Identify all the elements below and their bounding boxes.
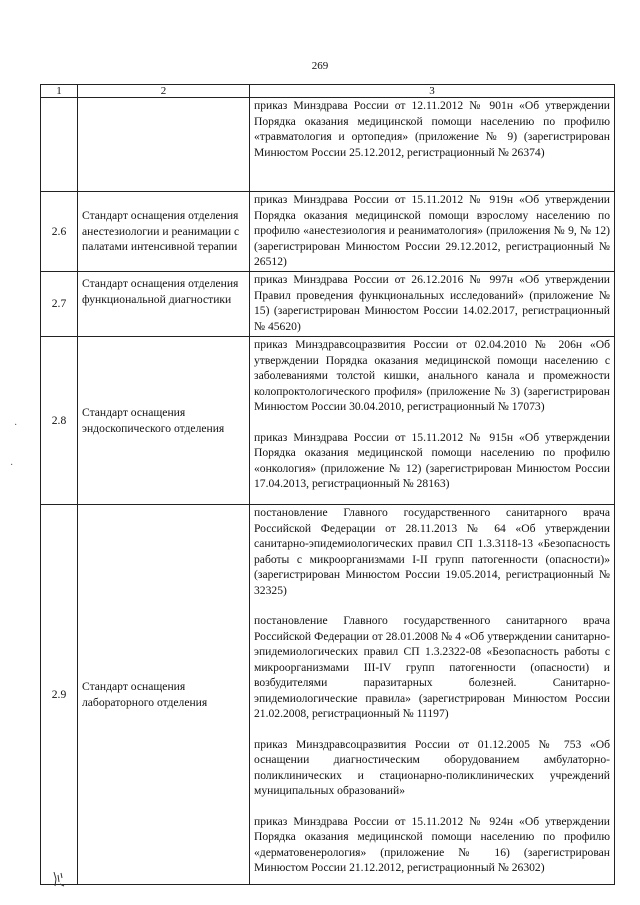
page-number: 269 [311, 60, 329, 72]
row-references [250, 505, 615, 885]
row-number [41, 98, 78, 192]
reference-item: приказ Минздрава России от 15.11.2012 № 924н «Об утверждении Порядка оказания медицинской помощи населению по профилю «дерматовенерология» (приложение № 16) (зарегистрирован Минюстом России 21.12.2012, регистрационный № 26302) [254, 814, 610, 874]
reference-item: приказ Минздрава России от 15.11.2012 № 915н «Об утверждении Порядка оказания медицинской помощи населению по профилю «онкология» (приложение № 12) (зарегистрирован Минюстом России 17.04.2013, регистрационный № 28163) [254, 430, 610, 490]
row-references [250, 98, 615, 192]
table-header-row [41, 85, 615, 98]
reference-item: приказ Минздрава России от 26.12.2016 № 997н «Об утверждении Правил проведения функциональных исследований» (приложение № 15) (зарегистрирован Минюстом России 14.02.2017, регистрационный № 45620) [254, 273, 610, 333]
row-name: Стандарт оснащения отделения функциональной диагностики [78, 272, 250, 337]
row-references [250, 337, 615, 505]
table-row [41, 272, 615, 337]
table-row [41, 337, 615, 505]
row-number: 2.6 [41, 192, 78, 272]
scan-speck: · [14, 420, 18, 431]
scan-speck: · [10, 460, 14, 471]
row-number: 2.8 [41, 337, 78, 505]
row-name: Стандарт оснащения эндоскопического отделения [78, 337, 250, 505]
reference-item: приказ Минздрава России от 15.11.2012 № 919н «Об утверждении Порядка оказания медицинской помощи взрослому населению по профилю «анестезиология и реаниматология» (приложения № 9, № 12) (зарегистрирован Минюстом России 29.12.2012, регистрационный № 26512) [254, 193, 610, 268]
table-row [41, 505, 615, 885]
row-name: Стандарт оснащения отделения анестезиологии и реанимации с палатами интенсивной терапии [78, 192, 250, 272]
reference-item: постановление Главного государственного санитарного врача Российской Федерации от 28.01.2008 № 4 «Об утверждении санитарно-эпидемиологических правил СП 1.3.2322-08 «Безопасность работы с микроорганизмами III-IV групп патогенности (опасности) и возбудителями паразитарных болезней. Санитарно-эпидемиологические правила» (зарегистрирован Минюстом России 21.02.2008, регистрационный № 11197) [254, 614, 610, 720]
row-number: 2.9 [41, 505, 78, 885]
standards-table [40, 84, 615, 885]
reference-item: приказ Минздравсоцразвития России от 02.04.2010 № 206н «Об утверждении Порядка оказания медицинской помощи населению с заболеваниями толстой кишки, анального канала и промежности колопроктологического профиля» (приложение № 3) (зарегистрирован Минюстом России 30.04.2010, регистрационный № 17073) [254, 338, 610, 413]
row-name [78, 98, 250, 192]
reference-item: приказ Минздрава России от 12.11.2012 № 901н «Об утверждении Порядка оказания медицинской помощи населению по профилю «травматология и ортопедия» (приложение № 9) (зарегистрирован Минюстом России 25.12.2012, регистрационный № 26374) [254, 99, 610, 159]
row-name: Стандарт оснащения лабораторного отделения [78, 505, 250, 885]
table-row [41, 192, 615, 272]
reference-item: приказ Минздравсоцразвития России от 01.12.2005 № 753 «Об оснащении диагностическим оборудованием амбулаторно-поликлинических и стационарно-поликлинических учреждений муниципальных образований» [254, 737, 610, 797]
scan-mark-icon [52, 870, 66, 888]
header-col-3: 3 [250, 85, 615, 98]
header-col-2: 2 [78, 85, 250, 98]
reference-item: постановление Главного государственного санитарного врача Российской Федерации от 28.11.2013 № 64 «Об утверждении санитарно-эпидемиологических правил СП 1.3.3118-13 «Безопасность работы с микроорганизмами I-II групп патогенности (опасности)» (зарегистрирован Минюстом России 19.05.2014, регистрационный № 32325) [254, 506, 610, 597]
row-number: 2.7 [41, 272, 78, 337]
header-col-1: 1 [41, 85, 78, 98]
table-row [41, 98, 615, 192]
row-references [250, 192, 615, 272]
row-references [250, 272, 615, 337]
